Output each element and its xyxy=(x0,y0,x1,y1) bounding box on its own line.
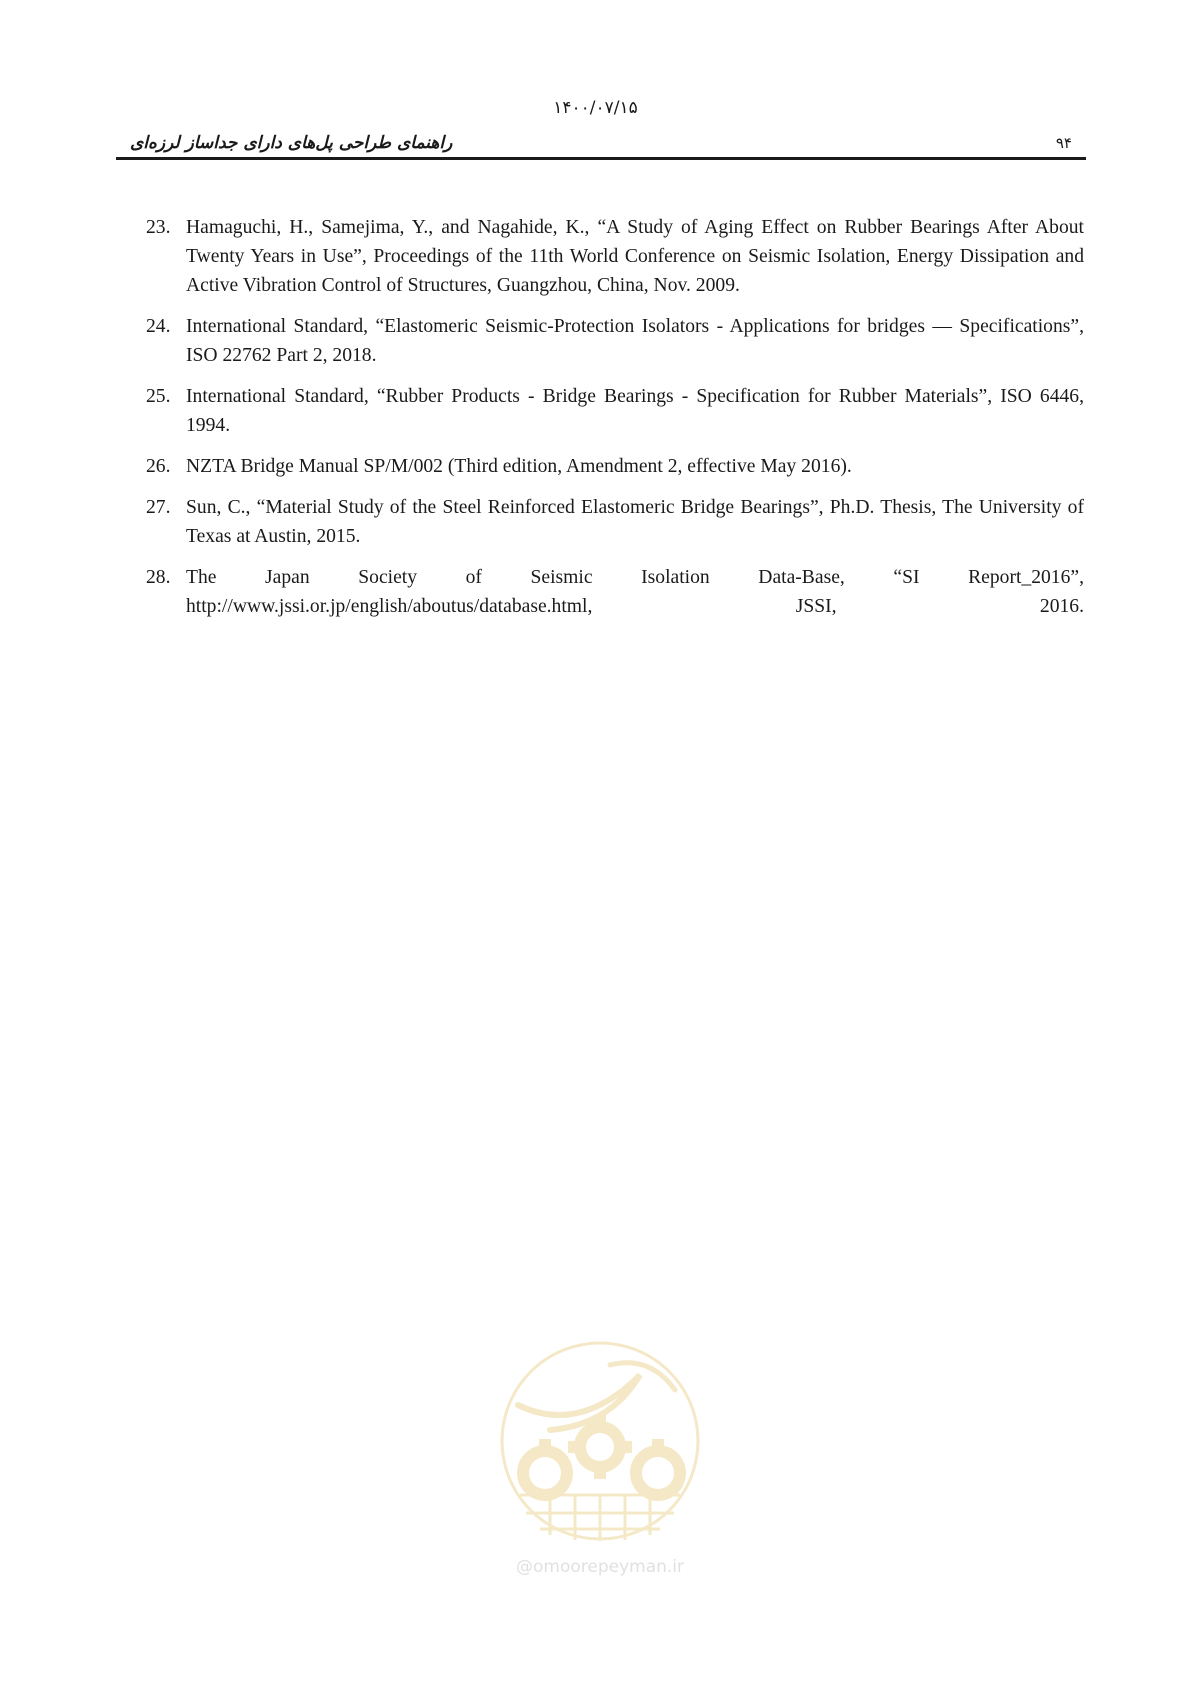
running-header xyxy=(116,130,1086,160)
reference-text: Hamaguchi, H., Samejima, Y., and Nagahide, K., “A Study of Aging Effect on Rubber Bearings After About Twenty Years in Use”, Proceedings of the 11th World Conference on Seismic Isolation, Energy Dissipation and Active Vibration Control of Structures, Guangzhou, China, Nov. 2009. xyxy=(186,217,1084,296)
reference-number: 23. xyxy=(146,217,171,238)
reference-number: 27. xyxy=(146,497,171,518)
reference-item xyxy=(146,452,1084,481)
reference-text: International Standard, “Elastomeric Seismic-Protection Isolators - Applications for bridges — Specifications”, ISO 22762 Part 2, 2018. xyxy=(186,316,1084,366)
reference-item xyxy=(146,382,1084,440)
watermark xyxy=(490,1335,710,1580)
reference-text: The Japan Society of Seismic Isolation Data-Base, “SI Report_2016”, http://www.jssi.or.jp/english/aboutus/database.html, JSSI, 2016. xyxy=(186,567,1084,617)
reference-text: Sun, C., “Material Study of the Steel Reinforced Elastomeric Bridge Bearings”, Ph.D. Thesis, The University of Texas at Austin, 2015. xyxy=(186,497,1084,547)
reference-text: International Standard, “Rubber Products - Bridge Bearings - Specification for Rubber Materials”, ISO 6446, 1994. xyxy=(186,386,1084,436)
reference-number: 26. xyxy=(146,456,171,477)
reference-number: 25. xyxy=(146,386,171,407)
reference-item xyxy=(146,563,1084,621)
page-date: ۱۴۰۰/۰۷/۱۵ xyxy=(553,98,638,118)
reference-number: 24. xyxy=(146,316,171,337)
reference-text: NZTA Bridge Manual SP/M/002 (Third edition, Amendment 2, effective May 2016). xyxy=(186,456,852,477)
header-divider xyxy=(116,157,1086,160)
reference-item xyxy=(146,493,1084,551)
header-title: راهنمای طراحی پل‌های دارای جداساز لرزه‌ای xyxy=(130,133,453,153)
reference-item xyxy=(146,213,1084,300)
reference-item xyxy=(146,312,1084,370)
gears-seal-logo-icon xyxy=(490,1335,710,1550)
reference-number: 28. xyxy=(146,567,171,588)
page-number: ۹۴ xyxy=(1055,134,1072,152)
reference-list xyxy=(146,213,1084,633)
watermark-text: @omoorepeyman.ir xyxy=(515,1557,685,1577)
